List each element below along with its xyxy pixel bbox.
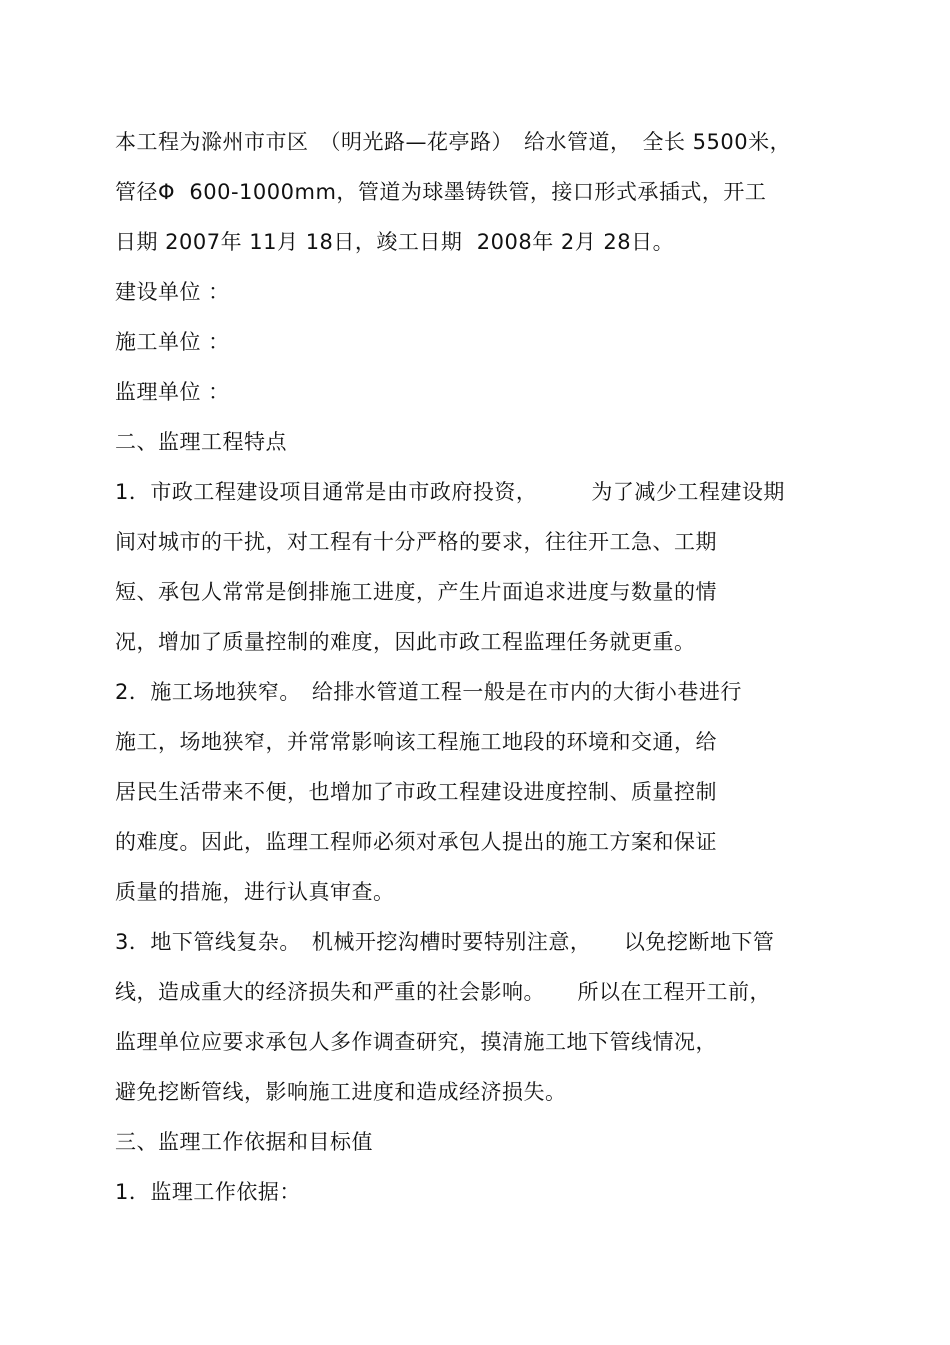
project-overview-line-2: 管径Φ 600-1000mm，管道为球墨铸铁管，接口形式承插式，开工 <box>115 180 767 204</box>
subsection-1-heading: 1．监理工作依据： <box>115 1180 301 1204</box>
point-3-line-4: 避免挖断管线，影响施工进度和造成经济损失。 <box>115 1080 567 1104</box>
point-2-line-1: 2．施工场地狭窄。 给排水管道工程一般是在市内的大街小巷进行 <box>115 680 742 704</box>
section-heading-2: 二、监理工程特点 <box>115 430 287 454</box>
point-2-line-2: 施工，场地狭窄，并常常影响该工程施工地段的环境和交通，给 <box>115 730 717 754</box>
point-1-line-4: 况，增加了质量控制的难度，因此市政工程监理任务就更重。 <box>115 630 696 654</box>
project-overview-line-1: 本工程为滁州市市区 （明光路—花亭路） 给水管道， 全长 5500米， <box>115 130 792 154</box>
construction-owner-label: 建设单位 ： <box>115 280 230 304</box>
point-2-line-4: 的难度。因此，监理工程师必须对承包人提出的施工方案和保证 <box>115 830 717 854</box>
contractor-label: 施工单位 ： <box>115 330 230 354</box>
point-3-line-3: 监理单位应要求承包人多作调查研究，摸清施工地下管线情况， <box>115 1030 717 1054</box>
point-3-line-2: 线，造成重大的经济损失和严重的社会影响。 所以在工程开工前， <box>115 980 771 1004</box>
project-overview-line-3: 日期 2007年 11月 18日，竣工日期 2008年 2月 28日。 <box>115 230 675 254</box>
point-2-line-5: 质量的措施，进行认真审查。 <box>115 880 395 904</box>
point-3-line-1: 3．地下管线复杂。 机械开挖沟槽时要特别注意， 以免挖断地下管 <box>115 930 775 954</box>
point-1-line-3: 短、承包人常常是倒排施工进度，产生片面追求进度与数量的情 <box>115 580 717 604</box>
point-1-line-2: 间对城市的干扰，对工程有十分严格的要求，往往开工急、工期 <box>115 530 717 554</box>
supervisor-label: 监理单位 ： <box>115 380 230 404</box>
section-heading-3: 三、监理工作依据和目标值 <box>115 1130 373 1154</box>
point-1-line-1: 1．市政工程建设项目通常是由市政府投资， 为了减少工程建设期 <box>115 480 785 504</box>
point-2-line-3: 居民生活带来不便，也增加了市政工程建设进度控制、质量控制 <box>115 780 717 804</box>
